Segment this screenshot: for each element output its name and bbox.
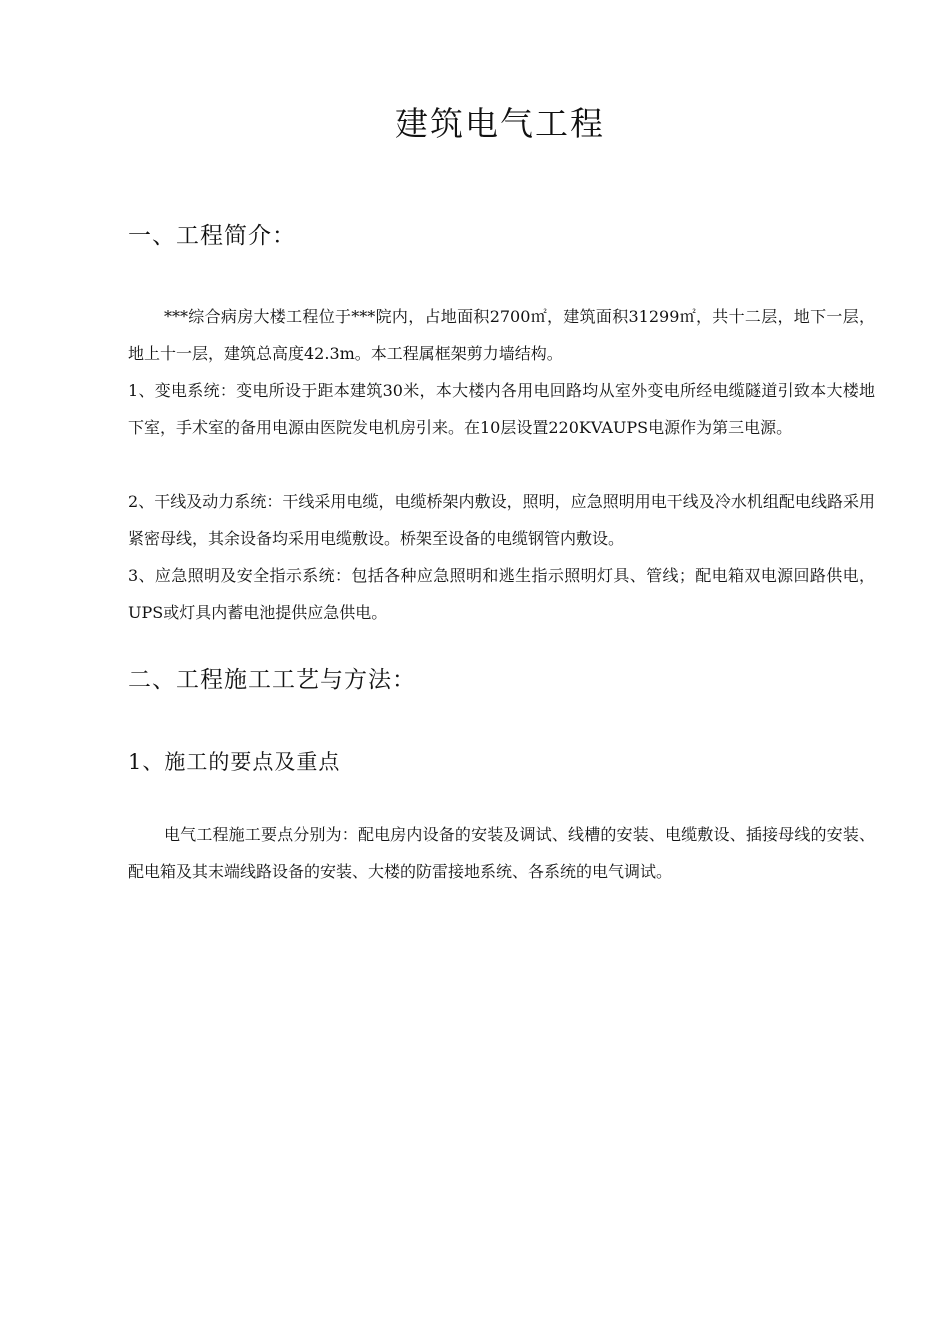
emergency-lighting-paragraph: 3、应急照明及安全指示系统：包括各种应急照明和逃生指示照明灯具、管线；配电箱双电源回路供电，UPS或灯具内蓄电池提供应急供电。 [128, 566, 875, 622]
section-heading-project-overview: 一、工程简介： [128, 223, 296, 249]
document-title: 建筑电气工程 [395, 104, 605, 143]
section-heading-construction-methods: 二、工程施工工艺与方法： [128, 667, 416, 693]
key-points-paragraph: 电气工程施工要点分别为：配电房内设备的安装及调试、线槽的安装、电缆敷设、插接母线的安装、配电箱及其末端线路设备的安装、大楼的防雷接地系统、各系统的电气调试。 [128, 825, 875, 881]
subsection-heading-key-points: 1、施工的要点及重点 [128, 750, 341, 774]
trunk-power-system-paragraph: 2、干线及动力系统：干线采用电缆，电缆桥架内敷设，照明，应急照明用电干线及冷水机组配电线路采用紧密母线，其余设备均采用电缆敷设。桥架至设备的电缆钢管内敷设。 [128, 492, 875, 548]
project-intro-paragraph: ***综合病房大楼工程位于***院内，占地面积2700㎡，建筑面积31299㎡，共十二层，地下一层，地上十一层，建筑总高度42.3m。本工程属框架剪力墙结构。 [128, 307, 875, 363]
substation-system-paragraph: 1、变电系统：变电所设于距本建筑30米，本大楼内各用电回路均从室外变电所经电缆隧道引致本大楼地下室，手术室的备用电源由医院发电机房引来。在10层设置220KVAUPS电源作为第三电源。 [128, 381, 875, 437]
